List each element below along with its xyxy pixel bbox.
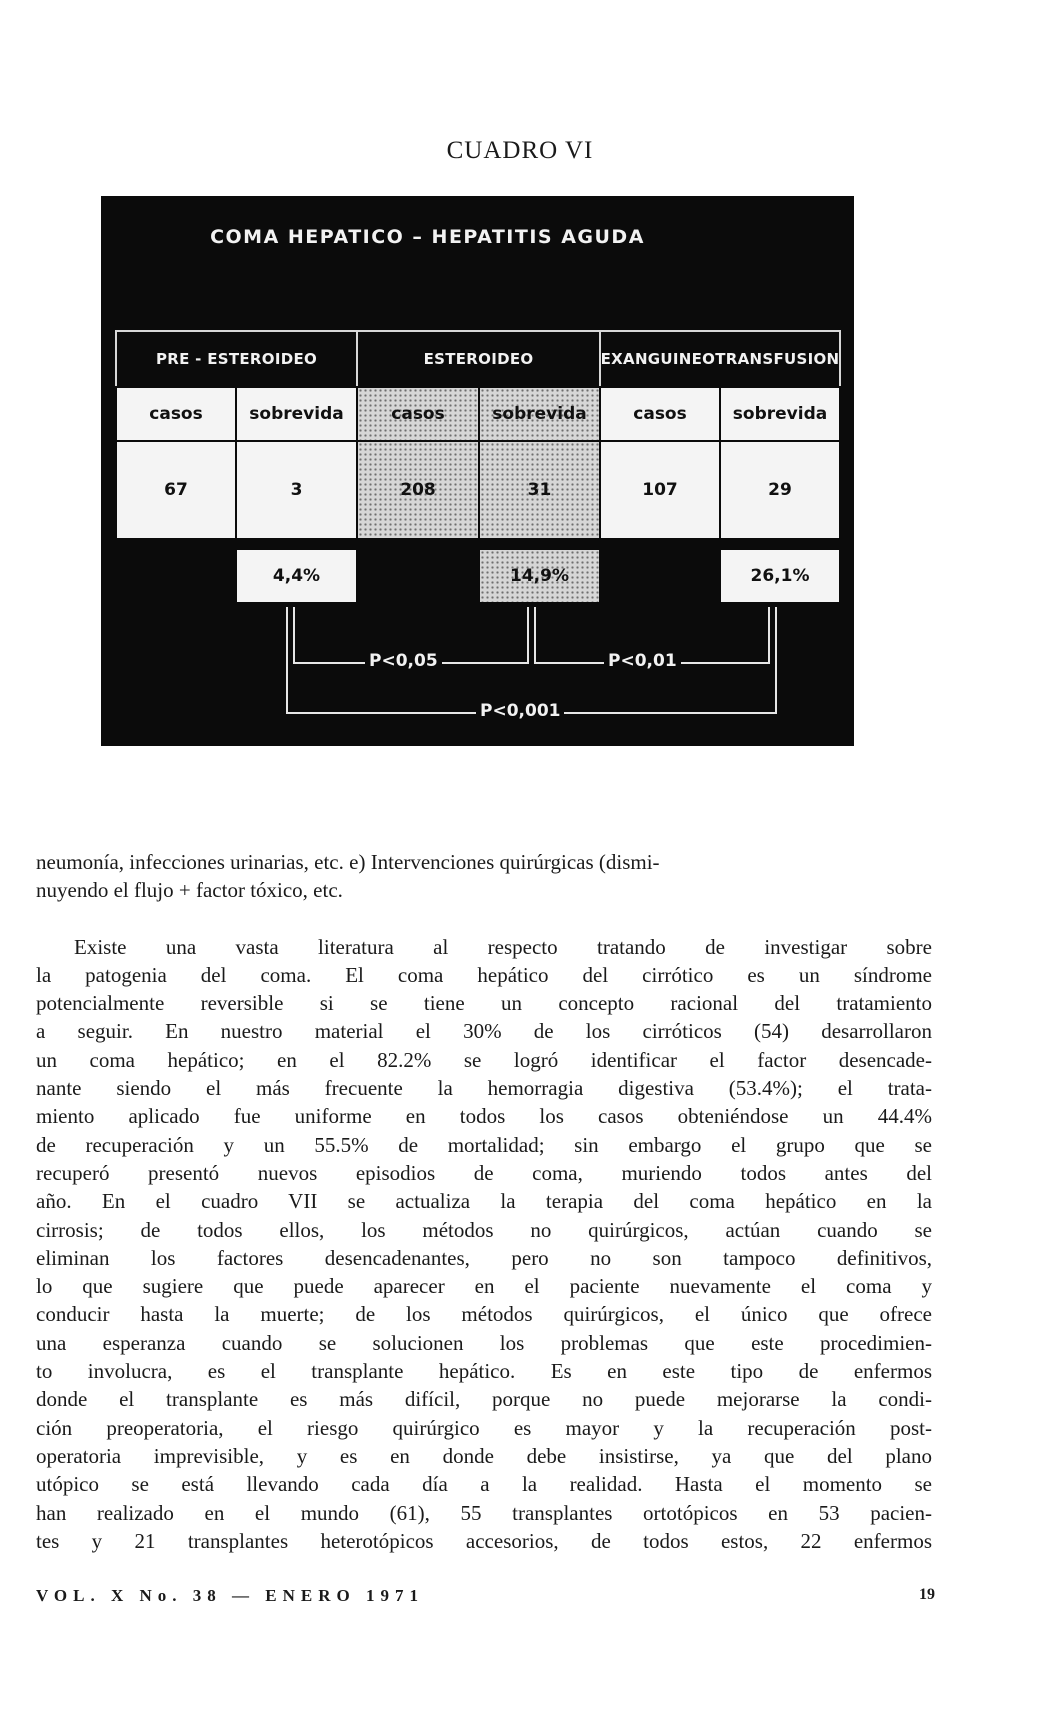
text-line: operatoria imprevisible, y es en donde debe insistirse, ya que del plano: [36, 1443, 932, 1468]
text-line: un coma hepático; en el 82.2% se logró identificar el factor desencade-: [36, 1047, 932, 1072]
text-line: potencialmente reversible si se tiene un concepto racional del tratamiento: [36, 991, 932, 1016]
text-line: conducir hasta la muerte; de los métodos quirúrgicos, el único que ofrece: [36, 1302, 932, 1327]
group-header-ester: ESTEROIDEO: [356, 330, 601, 388]
text-line: año. En el cuadro VII se actualiza la terapia del coma hepático en la: [36, 1189, 932, 1214]
text-line: la patogenia del coma. El coma hepático del cirrótico es un síndrome: [36, 962, 932, 987]
text-line: lo que sugiere que puede aparecer en el paciente nuevamente el coma y: [36, 1274, 932, 1299]
value-casos: 107: [599, 440, 721, 540]
p-value-label: P<0,001: [476, 701, 564, 721]
text-line: miento aplicado fue uniforme en todos los casos obteniéndose un 44.4%: [36, 1104, 932, 1129]
col-header-sobrevida: sobrevida: [235, 386, 358, 442]
group-header-exang: EXANGUINEOTRANSFUSION: [599, 330, 841, 388]
value-casos: 67: [115, 440, 237, 540]
text-line: a seguir. En nuestro material el 30% de los cirróticos (54) desarrollaron: [36, 1019, 932, 1044]
body-text: [36, 848, 932, 1555]
text-line: han realizado en el mundo (61), 55 transplantes ortotópicos en 53 pacien-: [36, 1500, 932, 1525]
survival-percent: 14,9%: [478, 548, 601, 604]
p-value-label: P<0,05: [365, 651, 442, 671]
comparison-brackets: [101, 196, 854, 746]
text-line: recuperó presentó nuevos episodios de coma, muriendo todos antes del: [36, 1160, 932, 1185]
text-line: una esperanza cuando se solucionen los problemas que este procedimien-: [36, 1330, 932, 1355]
text-line: neumonía, infecciones urinarias, etc. e) Intervenciones quirúrgicas (dismi-: [36, 850, 660, 874]
text-line: donde el transplante es más difícil, porque no puede mejorarse la condi-: [36, 1387, 932, 1412]
table-caption: CUADRO VI: [446, 137, 594, 164]
survival-percent: 4,4%: [235, 548, 358, 604]
page-number: 19: [919, 1586, 935, 1603]
value-casos: 208: [356, 440, 480, 540]
paragraph-gap: [36, 905, 932, 933]
text-line: cirrosis; de todos ellos, los métodos no quirúrgicos, actúan cuando se: [36, 1217, 932, 1242]
p-value-label: P<0,01: [604, 651, 681, 671]
text-line: to involucra, es el transplante hepático. Es en este tipo de enfermos: [36, 1359, 932, 1384]
group-header-pre: PRE - ESTEROIDEO: [115, 330, 358, 388]
text-line: tes y 21 transplantes heterotópicos accesorios, de todos estos, 22 enfermos: [36, 1528, 932, 1553]
col-header-casos: casos: [356, 386, 480, 442]
survival-percent: 26,1%: [719, 548, 841, 604]
journal-footer: VOL. X No. 38 — ENERO 1971: [36, 1586, 425, 1605]
figure-table-vi: [101, 196, 854, 746]
value-sobrevida: 29: [719, 440, 841, 540]
col-header-casos: casos: [599, 386, 721, 442]
text-line: eliminan los factores desencadenantes, pero no son tampoco definitivos,: [36, 1245, 932, 1270]
figure-title: COMA HEPATICO – HEPATITIS AGUDA: [210, 226, 645, 248]
text-line: Existe una vasta literatura al respecto tratando de investigar sobre: [74, 934, 932, 959]
col-header-sobrevida: sobrevida: [478, 386, 601, 442]
text-line: nuyendo el flujo + factor tóxico, etc.: [36, 878, 343, 903]
text-line: utópico se está llevando cada día a la realidad. Hasta el momento se: [36, 1472, 932, 1497]
text-line: ción preoperatoria, el riesgo quirúrgico es mayor y la recuperación post-: [36, 1415, 932, 1440]
col-header-sobrevida: sobrevida: [719, 386, 841, 442]
col-header-casos: casos: [115, 386, 237, 442]
value-sobrevida: 31: [478, 440, 601, 540]
text-line: nante siendo el más frecuente la hemorragia digestiva (53.4%); el trata-: [36, 1076, 932, 1101]
value-sobrevida: 3: [235, 440, 358, 540]
text-line: de recuperación y un 55.5% de mortalidad; sin embargo el grupo que se: [36, 1132, 932, 1157]
